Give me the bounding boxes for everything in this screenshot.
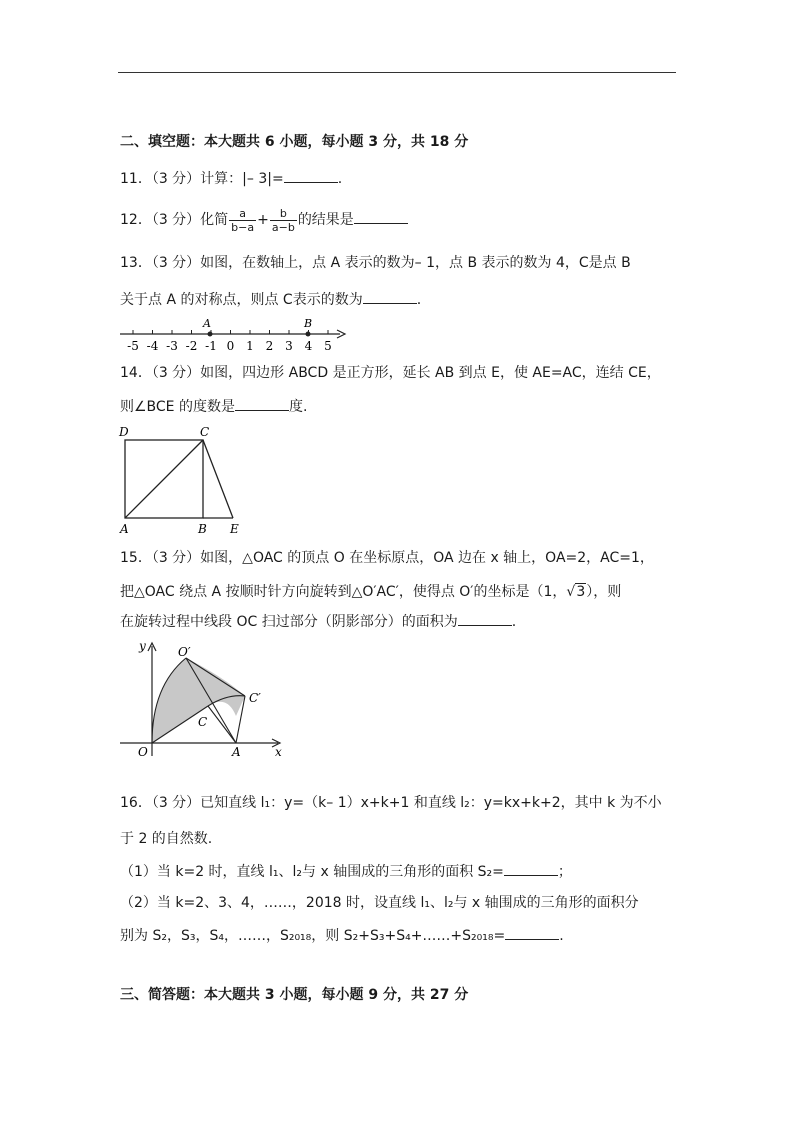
number-line-tick-label: -1 (205, 339, 217, 353)
square-figure (112, 422, 252, 540)
number-line-tick-label: 1 (246, 339, 254, 353)
question-16-part-2-line-2 (120, 925, 564, 946)
label-x: x (275, 745, 282, 758)
label-c-prime: C′ (249, 691, 261, 705)
label-c: C (200, 425, 210, 439)
q15-end: . (511, 614, 517, 630)
number-line-tick-label: -5 (127, 339, 139, 353)
label-e: E (230, 522, 239, 536)
q16-part2-line2-pre: 别为 S₂，S₃，S₄，……，S₂₀₁₈，则 S₂+S₃+S₄+……+S₂₀₁₈= (120, 928, 506, 944)
question-16-line-1: 16．（3 分）已知直线 l₁：y=（k– 1）x+k+1 和直线 l₂：y=kx+k+2，其中 k 为不小 (120, 795, 662, 811)
label-c-point: C (198, 715, 208, 729)
q11-expr: |– 3|= (242, 171, 284, 187)
q11-end: . (337, 171, 343, 187)
number-line-tick-label: 5 (324, 339, 332, 353)
q13-end: . (416, 292, 422, 308)
label-o: O (138, 745, 148, 758)
section-title-fill-in: 二、填空题：本大题共 6 小题，每小题 3 分，共 18 分 (120, 134, 469, 150)
q11-lead: 11．（3 分）计算： (120, 171, 243, 187)
q14-line2-post: 度. (288, 399, 308, 415)
sqrt-radicand: 3 (576, 584, 586, 600)
label-o-prime: O′ (178, 645, 191, 659)
q13-line2-text: 关于点 A 的对称点，则点 C表示的数为 (120, 292, 363, 308)
question-13-line-2 (120, 289, 421, 310)
header-rule (118, 72, 676, 73)
q16-part2-answer-blank[interactable] (505, 925, 559, 940)
sqrt-symbol: √3 (566, 584, 586, 600)
question-14-line-2 (120, 396, 307, 417)
question-11 (120, 168, 342, 189)
label-b: B (198, 522, 207, 536)
q16-part2-end: . (559, 928, 564, 944)
question-12 (120, 204, 408, 236)
number-line-tick-label: -3 (166, 339, 178, 353)
q12-answer-blank[interactable] (354, 209, 408, 224)
label-y: y (139, 639, 146, 653)
q13-answer-blank[interactable] (363, 289, 417, 304)
question-16-part-2-line-1: （2）当 k=2、3、4，……，2018 时，设直线 l₁、l₂与 x 轴围成的三角形的面积分 (120, 895, 639, 911)
q16-part1-end: ； (557, 864, 572, 880)
question-15-line-1: 15．（3 分）如图，△OAC 的顶点 O 在坐标原点，OA 边在 x 轴上，OA=2，AC=1， (120, 550, 654, 566)
q16-part1-answer-blank[interactable] (504, 861, 558, 876)
q15-line3-pre: 在旋转过程中线段 OC 扫过部分（阴影部分）的面积为 (120, 614, 458, 630)
number-line-figure (115, 316, 355, 354)
question-15-line-3 (120, 611, 516, 632)
q12-f1-denominator: b−a (231, 220, 255, 234)
question-16-part-1 (120, 861, 572, 882)
point-a-dot (208, 332, 213, 337)
q12-fraction-1 (229, 207, 256, 234)
section-title-short-answer: 三、简答题：本大题共 3 小题，每小题 9 分，共 27 分 (120, 987, 469, 1003)
label-a: A (120, 522, 129, 536)
q12-plus: + (257, 212, 269, 228)
number-line-tick-label: 2 (265, 339, 274, 353)
question-14-line-1: 14．（3 分）如图，四边形 ABCD 是正方形，延长 AB 到点 E，使 AE=AC，连结 CE， (120, 365, 661, 381)
q12-f2-denominator: a−b (271, 220, 295, 234)
shaded-region (152, 658, 245, 743)
point-b-dot (306, 332, 311, 337)
q12-f2-numerator: b (270, 207, 297, 221)
segment-ca (208, 706, 236, 743)
question-15-line-2 (120, 582, 621, 602)
number-line-tick-label: -4 (146, 339, 159, 353)
segment-ce (203, 440, 233, 518)
question-16-line-2: 于 2 的自然数. (120, 831, 213, 847)
q11-answer-blank[interactable] (284, 168, 338, 183)
q15-line2-post: ），则 (586, 584, 622, 600)
q16-part1-pre: （1）当 k=2 时，直线 l₁、l₂与 x 轴围成的三角形的面积 S₂= (120, 864, 504, 880)
diagonal-ac (125, 440, 203, 518)
q12-f1-numerator: a (229, 207, 256, 221)
q15-answer-blank[interactable] (458, 611, 512, 626)
number-line-tick-label: 4 (304, 339, 313, 353)
q12-fraction-2 (270, 207, 297, 234)
label-d: D (119, 425, 129, 439)
point-a-label: A (203, 317, 211, 330)
q15-line2-pre: 把△OAC 绕点 A 按顺时针方向旋转到△O′AC′，使得点 O′的坐标是（1， (120, 584, 567, 600)
q12-lead: 12．（3 分）化简 (120, 212, 229, 228)
q14-line2-pre: 则∠BCE 的度数是 (120, 399, 235, 415)
question-13-line-1: 13．（3 分）如图，在数轴上，点 A 表示的数为– 1，点 B 表示的数为 4，C是点 B (120, 255, 631, 271)
rotation-figure (112, 636, 292, 758)
number-line-tick-label: -2 (185, 339, 198, 353)
q14-answer-blank[interactable] (235, 396, 289, 411)
number-line-tick-label: 0 (226, 339, 235, 353)
label-a-axis: A (232, 745, 241, 758)
q12-tail: 的结果是 (297, 212, 354, 228)
point-b-label: B (304, 317, 313, 330)
number-line-tick-label: 3 (285, 339, 293, 353)
